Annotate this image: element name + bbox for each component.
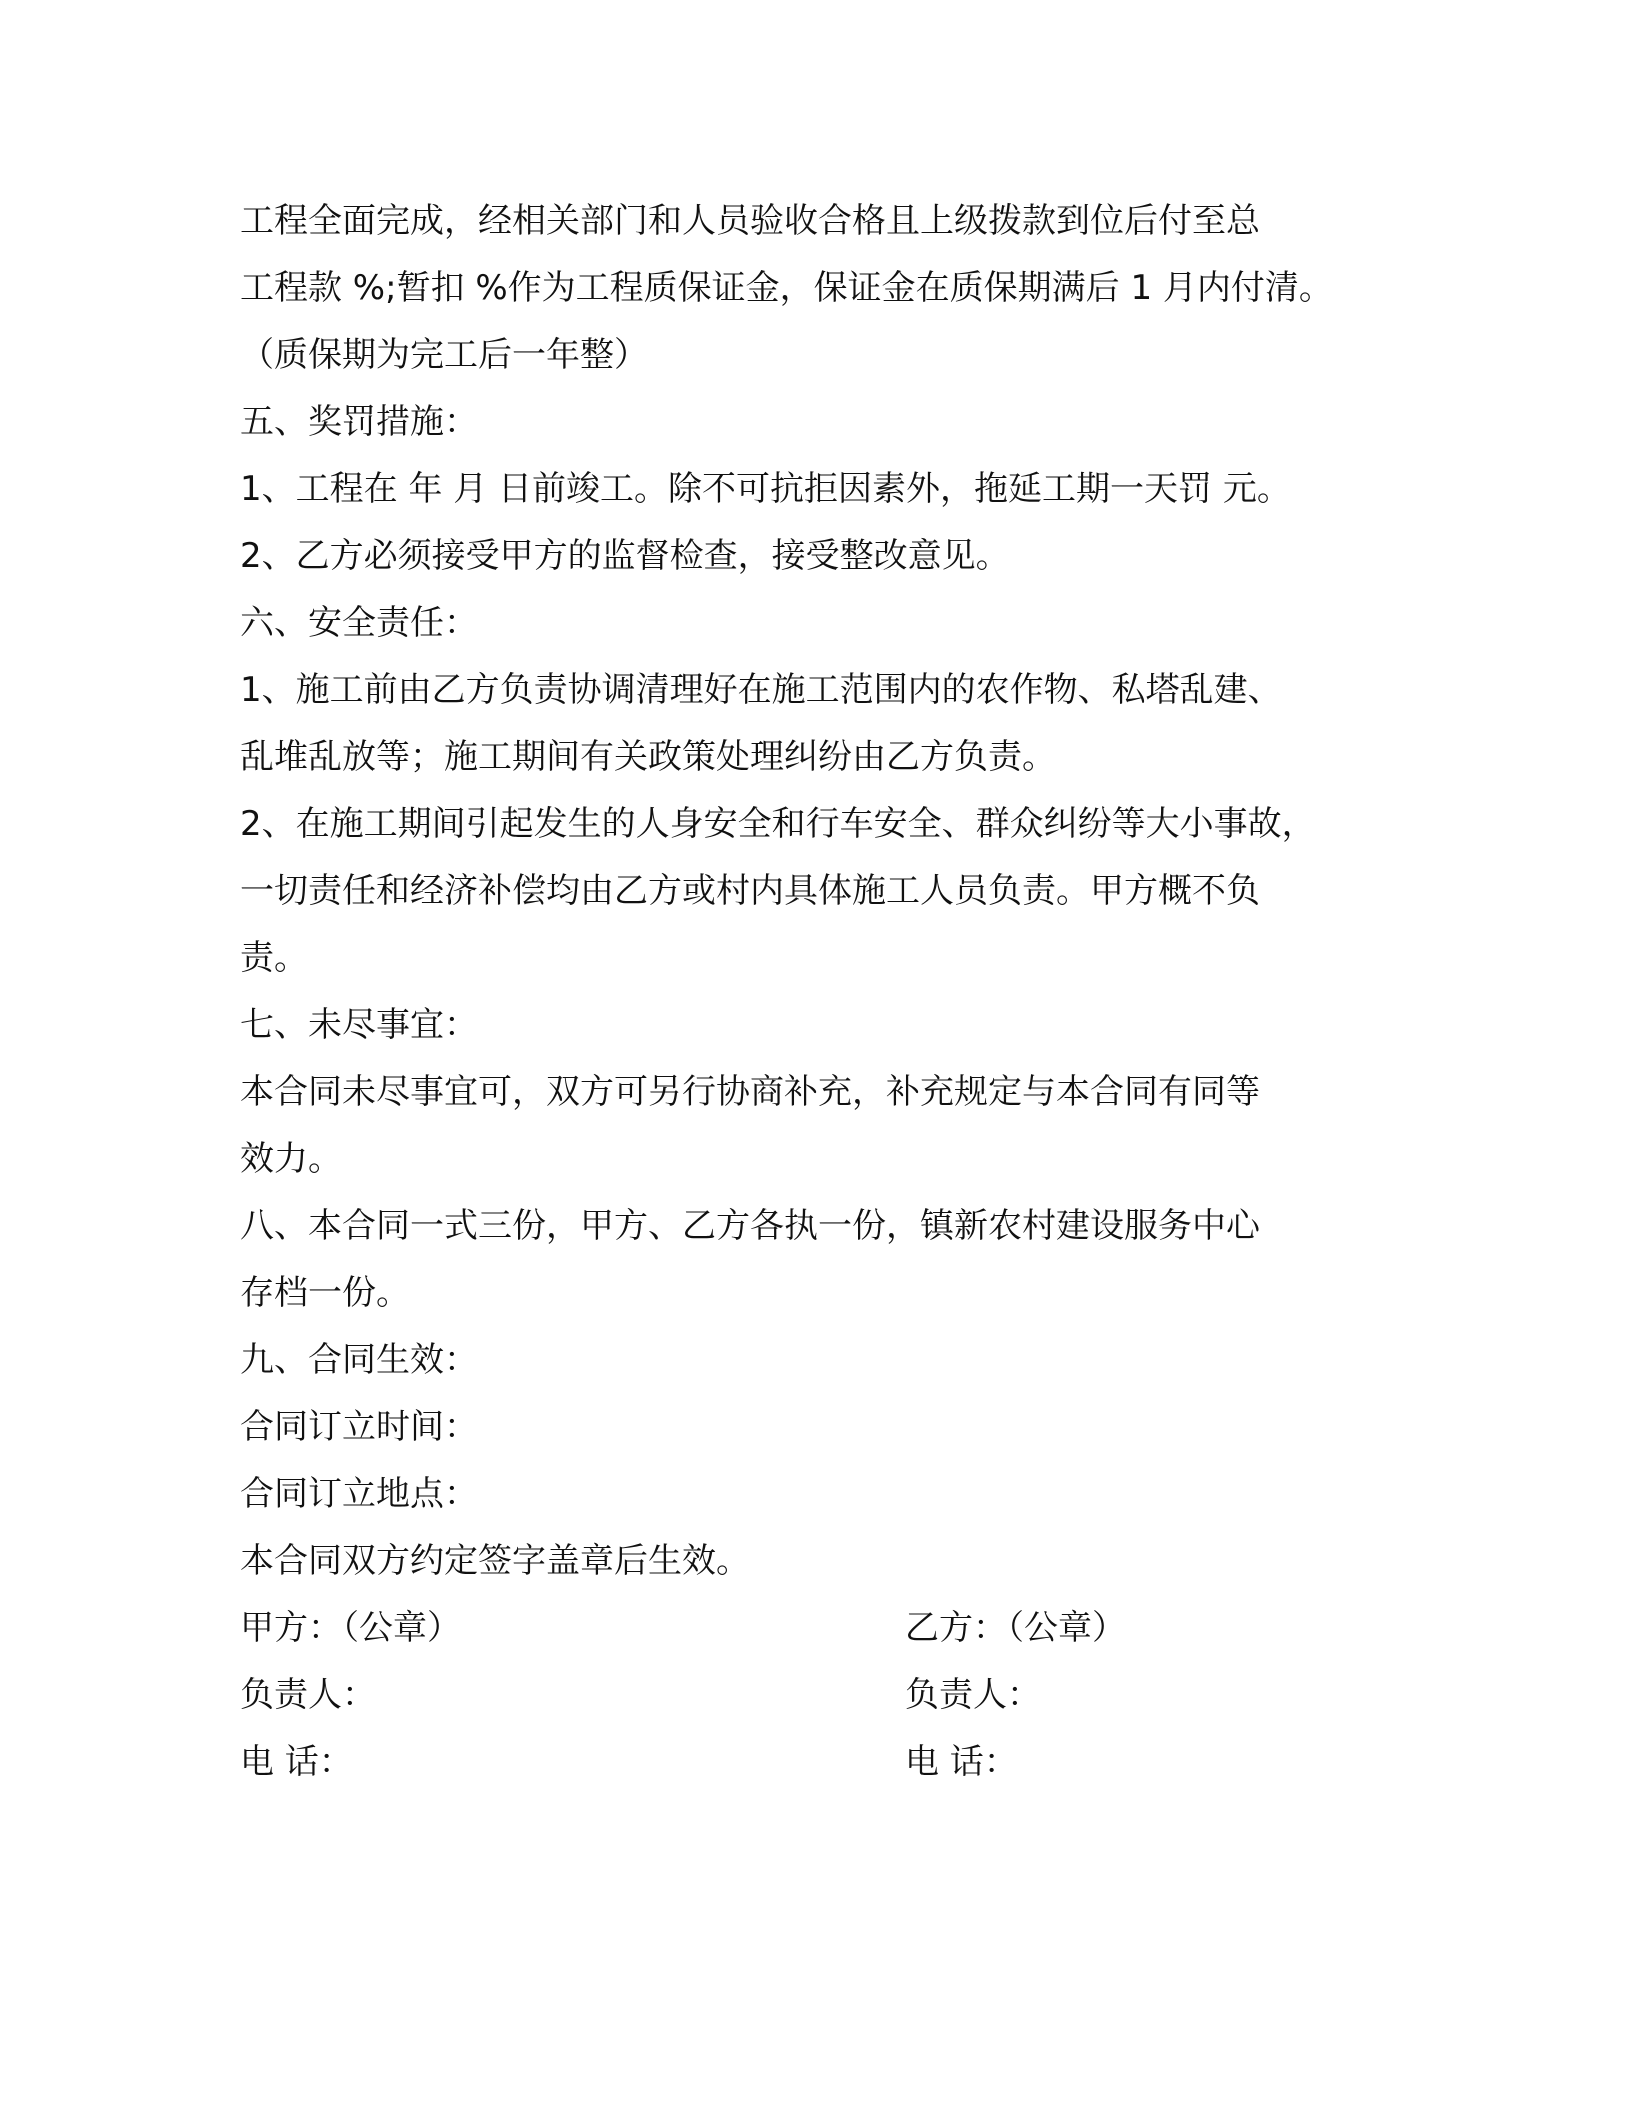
paragraph-line: 工程全面完成，经相关部门和人员验收合格且上级拨款到位后付至总 xyxy=(240,201,1260,241)
paragraph-line: 合同订立地点： xyxy=(240,1474,478,1514)
contract-body xyxy=(240,188,1420,1796)
party-a-phone: 电 话： xyxy=(240,1742,353,1782)
paragraph-line: 1、工程在 年 月 日前竣工。除不可抗拒因素外，拖延工期一天罚 元。 xyxy=(240,469,1291,509)
paragraph-line: 效力。 xyxy=(240,1139,342,1179)
party-a-seal: 甲方：（公章） xyxy=(240,1608,461,1648)
section-heading: 五、奖罚措施： xyxy=(240,402,478,442)
paragraph-line: 2、乙方必须接受甲方的监督检查，接受整改意见。 xyxy=(240,536,1010,576)
party-b-person: 负责人： xyxy=(905,1675,1041,1715)
paragraph-line: 工程款 %;暂扣 %作为工程质保证金，保证金在质保期满后 1 月内付清。 xyxy=(240,268,1333,308)
paragraph-line: 合同订立时间： xyxy=(240,1407,478,1447)
signature-row-person xyxy=(240,1662,1420,1729)
paragraph-line: （质保期为完工后一年整） xyxy=(240,335,648,375)
signature-row-phone xyxy=(240,1729,1420,1796)
paragraph-line: 责。 xyxy=(240,938,308,978)
section-heading: 六、安全责任： xyxy=(240,603,478,643)
paragraph-line: 八、本合同一式三份，甲方、乙方各执一份，镇新农村建设服务中心 xyxy=(240,1206,1260,1246)
party-b-phone: 电 话： xyxy=(905,1742,1018,1782)
party-b-seal: 乙方：（公章） xyxy=(905,1608,1126,1648)
section-heading: 九、合同生效： xyxy=(240,1340,478,1380)
paragraph-line: 存档一份。 xyxy=(240,1273,410,1313)
paragraph-line: 本合同未尽事宜可，双方可另行协商补充，补充规定与本合同有同等 xyxy=(240,1072,1260,1112)
paragraph-line: 2、在施工期间引起发生的人身安全和行车安全、群众纠纷等大小事故， xyxy=(240,804,1316,844)
paragraph-line: 本合同双方约定签字盖章后生效。 xyxy=(240,1541,750,1581)
paragraph-line: 乱堆乱放等；施工期间有关政策处理纠纷由乙方负责。 xyxy=(240,737,1056,777)
signature-row-party xyxy=(240,1595,1420,1662)
party-a-person: 负责人： xyxy=(240,1675,376,1715)
section-heading: 七、未尽事宜： xyxy=(240,1005,478,1045)
paragraph-line: 一切责任和经济补偿均由乙方或村内具体施工人员负责。甲方概不负 xyxy=(240,871,1260,911)
paragraph-line: 1、施工前由乙方负责协调清理好在施工范围内的农作物、私塔乱建、 xyxy=(240,670,1282,710)
